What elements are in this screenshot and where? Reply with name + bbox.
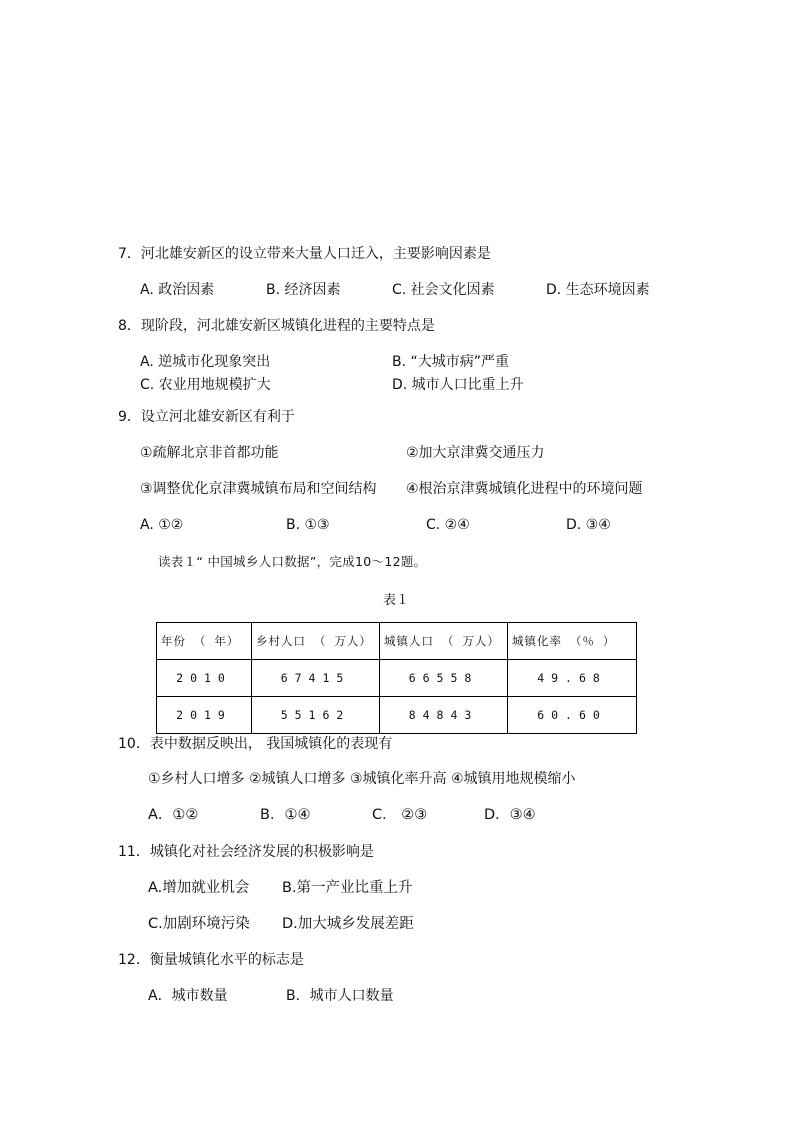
header-year: 年份 （ 年）	[157, 623, 252, 660]
cell-urban: 84843	[380, 697, 508, 734]
question-11-stem: 11．城镇化对社会经济发展的积极影响是	[118, 844, 374, 860]
header-urbanization-rate: 城镇化率 （％ ）	[508, 623, 637, 660]
table-header-row	[157, 623, 637, 660]
table-row	[157, 660, 637, 697]
question-8-option-b: B. “大城市病”严重	[392, 354, 510, 370]
question-9-item-2: ②加大京津冀交通压力	[406, 445, 545, 461]
question-8-option-c: C. 农业用地规模扩大	[140, 377, 271, 393]
question-12-option-b: B．城市人口数量	[286, 988, 394, 1004]
question-10-items: ①乡村人口增多 ②城镇人口增多 ③城镇化率升高 ④城镇用地规模缩小	[148, 771, 576, 787]
question-7-option-d: D. 生态环境因素	[546, 282, 650, 298]
cell-rate: 49.68	[508, 660, 637, 697]
table-row	[157, 697, 637, 734]
question-9-item-3: ③调整优化京津冀城镇布局和空间结构	[140, 481, 377, 497]
question-7-option-a: A. 政治因素	[140, 282, 215, 298]
cell-year: 2019	[157, 697, 252, 734]
cell-year: 2010	[157, 660, 252, 697]
question-8-option-a: A. 逆城市化现象突出	[140, 354, 271, 370]
question-8-option-d: D. 城市人口比重上升	[392, 377, 524, 393]
question-12-stem: 12．衡量城镇化水平的标志是	[118, 952, 304, 968]
cell-urban: 66558	[380, 660, 508, 697]
question-11-option-c: C.加剧环境污染	[148, 916, 250, 932]
question-11-option-b: B.第一产业比重上升	[282, 880, 413, 896]
question-9-option-c: C. ②④	[426, 517, 470, 533]
header-rural-population: 乡村人口 （ 万人）	[252, 623, 380, 660]
question-7-option-c: C. 社会文化因素	[392, 282, 495, 298]
question-12-option-a: A．城市数量	[148, 988, 228, 1004]
question-11-option-d: D.加大城乡发展差距	[282, 916, 414, 932]
cell-rate: 60.60	[508, 697, 637, 734]
question-11-option-a: A.增加就业机会	[148, 880, 250, 896]
cell-rural: 67415	[252, 660, 380, 697]
population-table	[156, 622, 637, 734]
question-9-stem: 9．设立河北雄安新区有利于	[118, 409, 295, 425]
question-10-option-a: A．①②	[148, 807, 199, 823]
question-8-stem: 8．现阶段，河北雄安新区城镇化进程的主要特点是	[118, 318, 435, 334]
question-7-stem: 7．河北雄安新区的设立带来大量人口迁入，主要影响因素是	[118, 246, 491, 262]
question-10-option-b: B．①④	[260, 807, 311, 823]
table-caption: 表１	[383, 593, 410, 608]
question-9-option-b: B. ①③	[286, 517, 330, 533]
cell-rural: 55162	[252, 697, 380, 734]
table-intro: 读表１“ 中国城乡人口数据”，完成10～12题。	[158, 554, 427, 569]
question-9-item-1: ①疏解北京非首都功能	[140, 445, 279, 461]
question-10-option-c: C． ②③	[372, 807, 428, 823]
question-9-option-d: D. ③④	[566, 517, 611, 533]
question-10-option-d: D．③④	[484, 807, 536, 823]
header-urban-population: 城镇人口 （ 万人）	[380, 623, 508, 660]
question-7-option-b: B. 经济因素	[266, 282, 341, 298]
question-9-item-4: ④根治京津冀城镇化进程中的环境问题	[406, 481, 643, 497]
question-9-option-a: A. ①②	[140, 517, 184, 533]
question-10-stem: 10．表中数据反映出， 我国城镇化的表现有	[118, 736, 393, 752]
